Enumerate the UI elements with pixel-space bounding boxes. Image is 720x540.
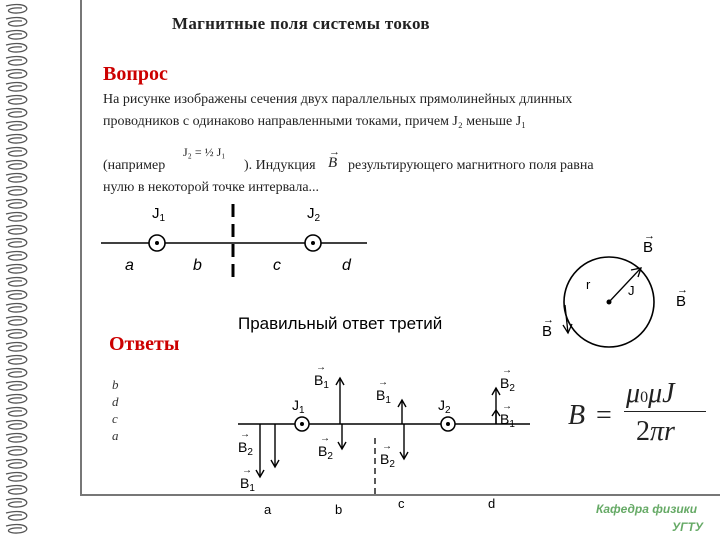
spiral-loop [6,472,27,481]
svg-text:B2: $B_2$ [500,375,515,394]
question-text-line2: проводников с одинаково направленными токами, причем J₂ меньше J₁ [103,114,527,129]
spiral-loop [6,290,27,299]
spiral-loop [6,485,27,494]
spiral-loop [6,56,27,65]
spiral-loop [6,108,27,117]
notebook-spiral [0,0,40,540]
question-text-line3b: ). Индукция [244,158,316,173]
spiral-loop [6,329,27,338]
label-b-left: B [542,323,553,340]
spiral-loop [6,524,27,533]
spiral-loop [6,82,27,91]
induction-vector-symbol: → B [328,146,340,171]
svg-text:→: → [382,441,392,452]
spiral-loop [6,251,27,260]
answer-region-c: c [398,496,405,511]
answer-region-d: d [488,496,496,511]
spiral-loop [6,186,27,195]
question-text-line3c: результирующего магнитного поля равна [348,158,594,173]
spiral-loop [6,420,27,429]
spiral-loop [6,407,27,416]
spiral-loop [6,394,27,403]
question-heading: Вопрос [103,63,168,85]
spiral-loop [6,17,27,26]
spiral-loop [6,264,27,273]
svg-text:B2: $B_2$ [238,439,253,458]
spiral-loop [6,212,27,221]
label-j: J [628,283,635,298]
label-r: r [586,277,591,292]
svg-text:→: → [677,284,688,296]
spiral-loop [6,316,27,325]
svg-text:J2: $J_2$ [438,397,451,416]
spiral-loop [6,160,27,169]
spiral-loop [6,498,27,507]
svg-text:→: → [502,401,512,412]
answer-option-3[interactable]: c [112,411,118,426]
spiral-loop [6,277,27,286]
spiral-loop [6,368,27,377]
spiral-loop [6,43,27,52]
spiral-loop [6,173,27,182]
footer-department: Кафедра физики [596,502,698,516]
spiral-loop [6,303,27,312]
svg-text:→: → [543,314,554,326]
answer-region-a: a [264,502,272,517]
spiral-loop [6,238,27,247]
svg-text:J1: $J_1$ [292,397,305,416]
spiral-loop [6,121,27,130]
interval-b: b [193,257,202,274]
spiral-loop [6,69,27,78]
spiral-loop [6,511,27,520]
label-j1: $J_1$ [152,205,166,224]
correct-answer-text: Правильный ответ третий [238,314,443,333]
spiral-loop [6,433,27,442]
answer-option-1[interactable]: b [112,377,119,392]
svg-text:B2: $B_2$ [318,443,333,462]
svg-text:→: → [320,433,330,444]
svg-text:B1: $B_1$ [500,411,515,430]
spiral-loop [6,30,27,39]
svg-text:→: → [240,429,250,440]
answer-region-b: b [335,502,343,517]
answer-option-2[interactable]: d [112,394,119,409]
label-b-right: B [676,293,687,310]
spiral-loop [6,446,27,455]
example-formula: J₂ = ½ J₁ [183,145,226,159]
conductors-diagram [95,198,375,283]
svg-text:→: → [242,465,252,476]
question-text-line3a: (например [103,158,166,173]
svg-text:→: → [378,377,388,388]
svg-text:→: → [644,230,655,242]
field-circle-diagram [530,225,720,350]
spiral-loop [6,95,27,104]
svg-text:B1: $B_1$ [240,475,255,494]
interval-a: a [125,257,134,274]
spiral-loop [6,225,27,234]
spiral-loop [6,342,27,351]
spiral-loop [6,4,27,13]
spiral-loop [6,355,27,364]
label-b-top: B [643,239,654,256]
footer-university: УГТУ [672,520,703,534]
label-j2: $J_2$ [307,205,321,224]
answer-option-4[interactable]: a [112,428,119,443]
spiral-loop [6,199,27,208]
svg-text:→: → [502,365,512,376]
spiral-loop [6,381,27,390]
answer-figure [230,358,535,520]
question-text-line4: нулю в некоторой точке интервала... [103,180,320,195]
interval-c: c [273,257,281,274]
spiral-loop [6,134,27,143]
spiral-loop [6,459,27,468]
svg-text:B2: $B_2$ [380,451,395,470]
page-title: Магнитные поля системы токов [172,14,430,33]
radius-line [609,269,640,302]
svg-text:→: → [316,362,326,373]
question-text-line1: На рисунке изображены сечения двух параллельных прямолинейных длинных [103,92,573,107]
answers-heading: Ответы [109,333,180,355]
svg-text:B1: $B_1$ [376,387,391,406]
spiral-loop [6,147,27,156]
interval-d: d [342,257,351,274]
svg-text:B1: $B_1$ [314,372,329,391]
